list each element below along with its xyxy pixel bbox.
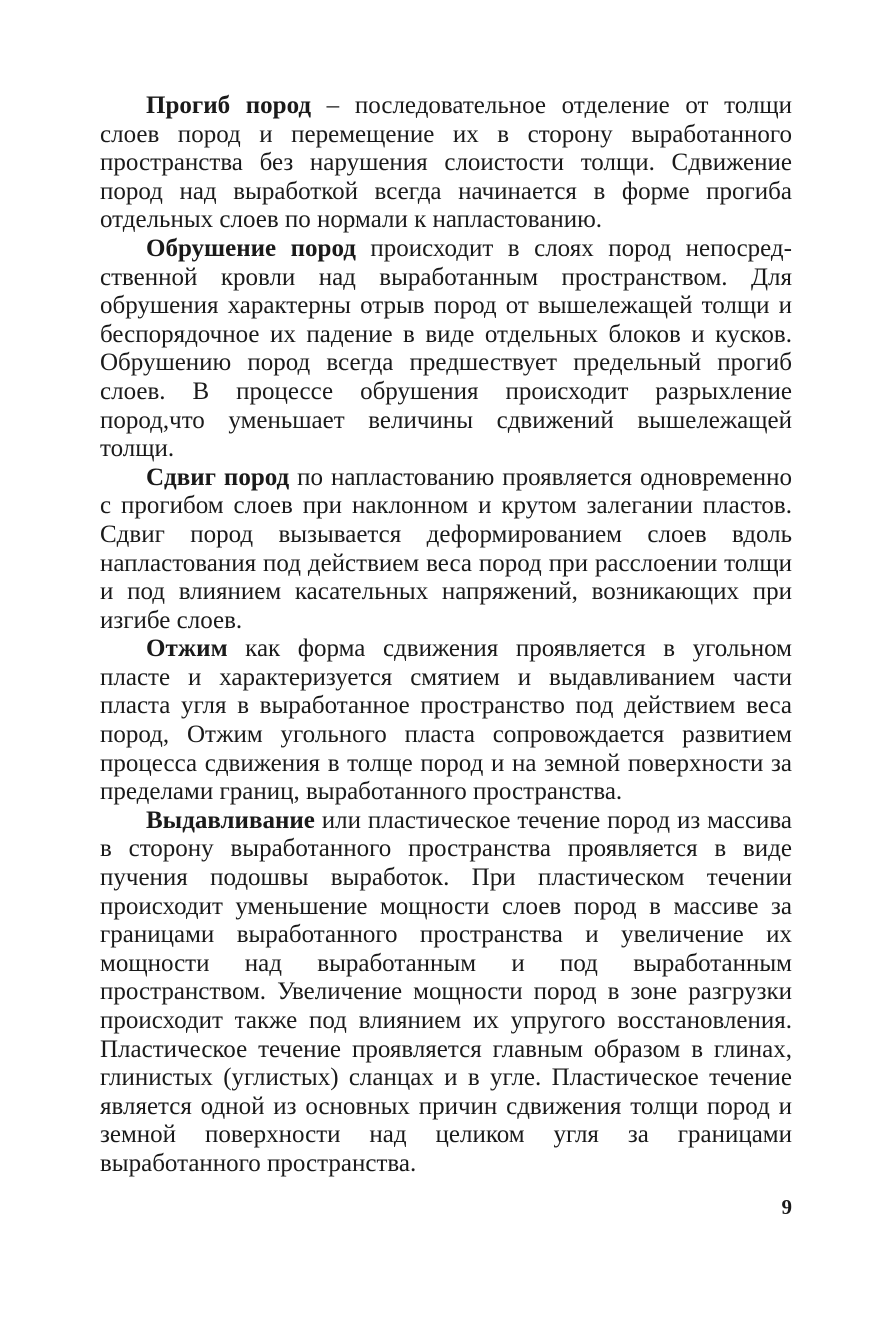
term-vydavlivanie: Выдавливание: [146, 806, 315, 834]
page-body: [100, 92, 792, 1179]
term-otzhim: Отжим: [146, 635, 228, 663]
paragraph-vydavlivanie: [100, 807, 792, 1179]
paragraph-otzhim: [100, 635, 792, 807]
text-sdvig: по напластованию проявляется одновременно с прогибом слоев при наклонном и крутом залегании пластов. Сдвиг пород вызывается деформированием слоев вдоль напластования под действием веса пород при расслоении толщи и под влиянием касательных напряжений, возникающих при изгибе слоев.: [100, 463, 792, 634]
term-obrushenie: Обрушение пород: [146, 234, 356, 262]
text-progib: – последовательное отделение от толщи слоев пород и перемещение их в сторону выработанного пространства без нарушения слоистости толщи. Сдвижение пород над выработкой всегда начинается в форме прогиба отдельных слоев по нормали к напластованию.: [100, 92, 792, 234]
text-vydavlivanie: или пластическое течение пород из массива в сторону выработанного пространства проявляется в виде пучения подошвы выработок. При пластическом течении происходит уменьшение мощности слоев пород в массиве за границами выработанного пространства и увеличение их мощности над выработанным и под выработанным пространством. Увеличение мощности пород в зоне разгрузки происходит также под влиянием их упругого восстановления. Пластическое течение проявляется главным образом в глинах, глинистых (углистых) сланцах и в угле. Пластическое течение является одной из основных причин сдвижения толщи пород и земной поверхности над целиком угля за границами выработанного пространства.: [100, 806, 792, 1177]
text-obrushenie: происходит в слоях пород непосредственной кровли над выработанным пространством. Для обрушения характерны отрыв пород от вышележащей толщи и беспорядочное их падение в виде отдельных блоков и кусков. Обрушению пород всегда предшествует предельный прогиб слоев. В процессе обрушения происходит разрыхление пород,что уменьшает величины сдвижений вышележащей толщи.: [100, 234, 792, 463]
paragraph-progib: [100, 92, 792, 235]
page-number: 9: [781, 1195, 792, 1219]
term-sdvig: Сдвиг пород: [146, 463, 290, 491]
paragraph-obrushenie: [100, 235, 792, 464]
term-progib: Прогиб пород: [146, 92, 312, 119]
paragraph-sdvig: [100, 464, 792, 636]
text-otzhim: как форма сдвижения проявляется в угольном пласте и характеризуется смятием и выдавливанием части пласта угля в выработанное пространство под действием веса пород, Отжим угольного пласта сопровождается развитием процесса сдвижения в толще пород и на земной поверхности за пределами границ, выработанного пространства.: [100, 635, 792, 806]
